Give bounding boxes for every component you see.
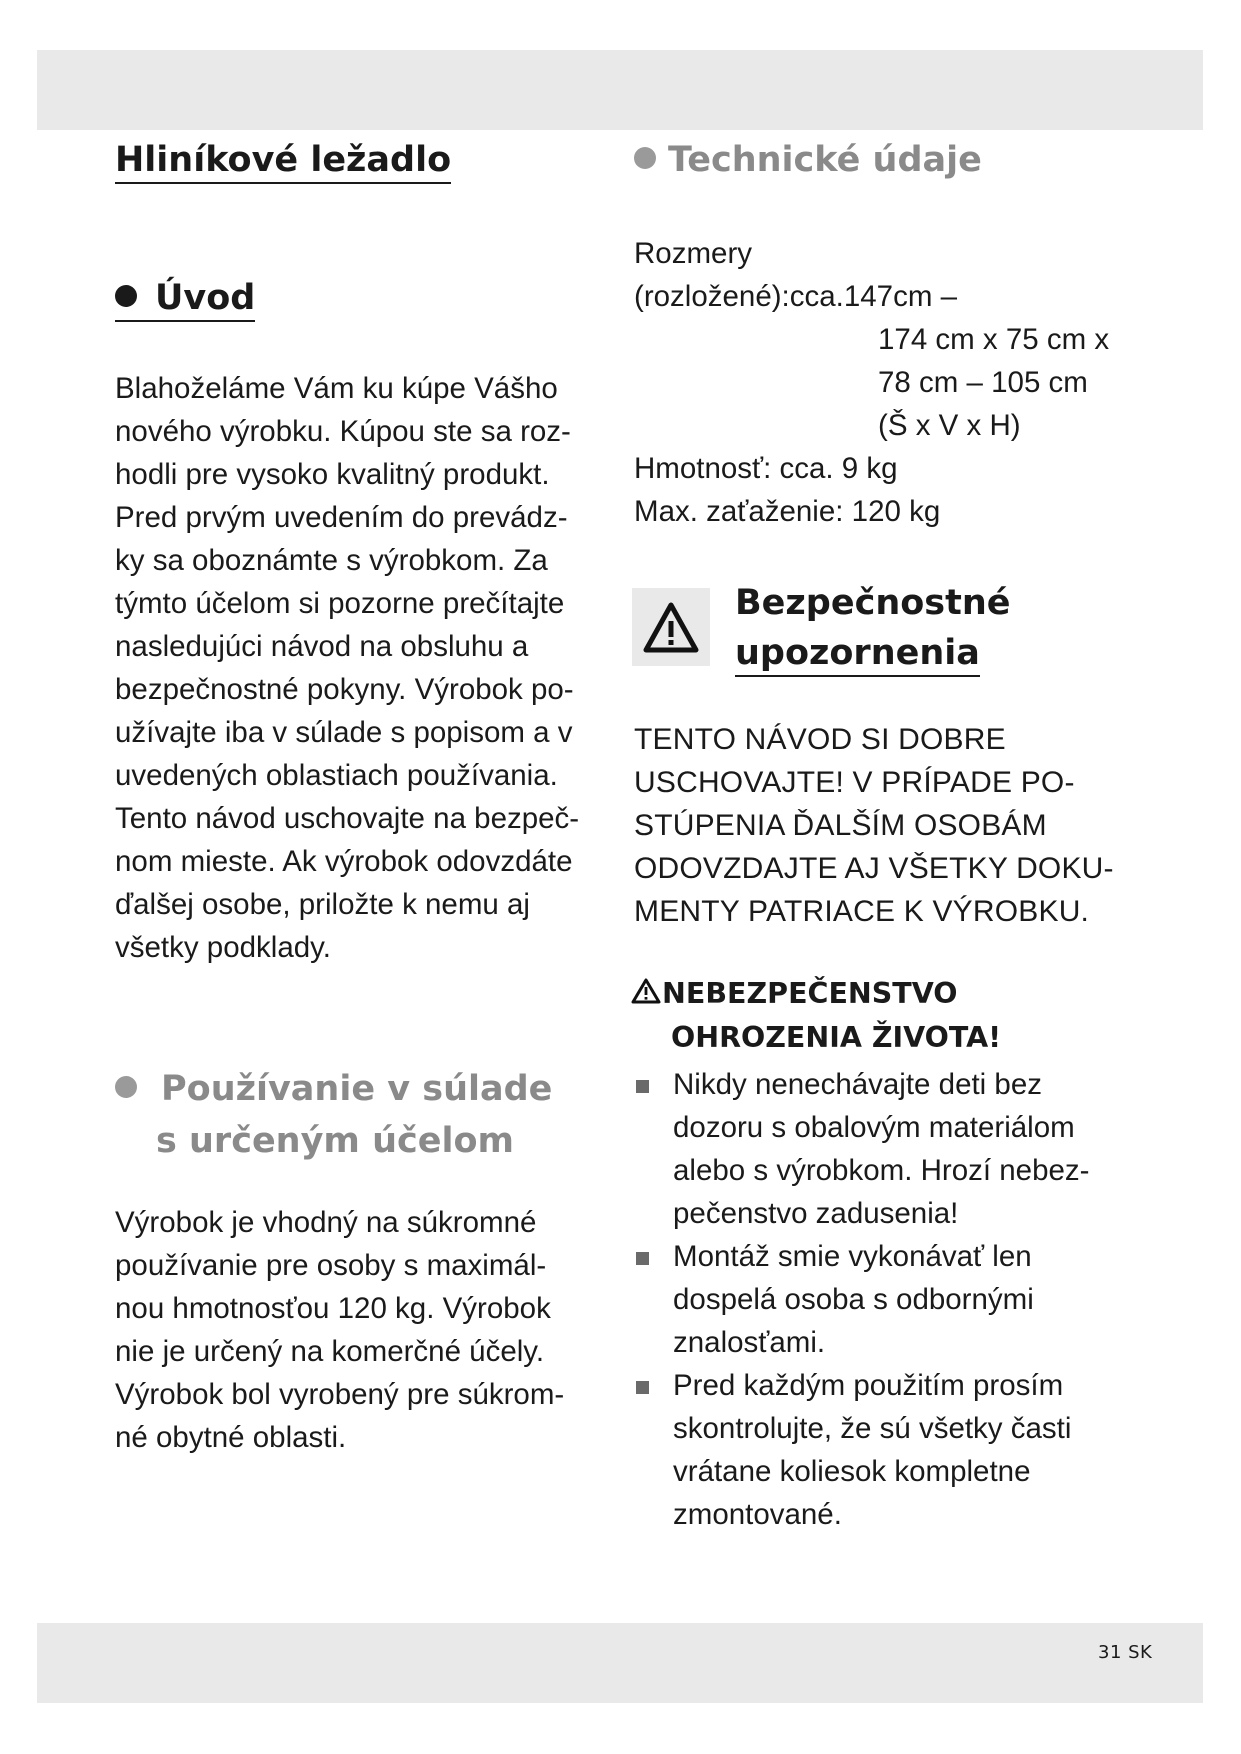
safety-heading-line2: upozornenia [735, 633, 980, 677]
bullet-line: Pred každým použitím prosím [673, 1369, 1064, 1402]
warning-box [632, 588, 710, 666]
notice-line: USCHOVAJTE! V PRÍPADE PO- [634, 766, 1075, 799]
text-line: Blahoželáme Vám ku kúpe Vášho [115, 372, 558, 405]
page-title: Hliníkové ležadlo [115, 140, 451, 184]
bullet-line: dozoru s obalovým materiálom [673, 1111, 1075, 1144]
bullet-line: vrátane koliesok kompletne [673, 1455, 1031, 1488]
text-line: Výrobok je vhodný na súkromné [115, 1206, 537, 1239]
dim-label-2: (rozložené):cca.147cm – [634, 280, 958, 313]
tech-specs [634, 232, 1109, 533]
text-line: ky sa oboznámte s výrobkom. Za [115, 544, 548, 577]
list-item [634, 1063, 1089, 1235]
page-number: 31 SK [1098, 1642, 1153, 1663]
notice-line: STÚPENIA ĎALŠÍM OSOBÁM [634, 809, 1047, 842]
warning-triangle-icon [632, 588, 710, 666]
text-line: všetky podklady. [115, 931, 331, 964]
weight: Hmotnosť: cca. 9 kg [634, 452, 898, 485]
notice-line: TENTO NÁVOD SI DOBRE [634, 723, 1006, 756]
bullet-line: pečenstvo zadusenia! [673, 1197, 959, 1230]
bullet-line: skontrolujte, že sú všetky časti [673, 1412, 1072, 1445]
square-bullet-icon [636, 1252, 649, 1265]
tech-heading-text: Technické údaje [668, 140, 982, 180]
usage-heading-line2: s určeným účelom [156, 1121, 514, 1161]
text-line: Pred prvým uvedením do prevádz- [115, 501, 568, 534]
text-line: používanie pre osoby s maximál- [115, 1249, 547, 1282]
intro-heading-text: Úvod [155, 278, 256, 318]
warning-triangle-icon [630, 977, 662, 1005]
footer-band [37, 1623, 1203, 1703]
bullet-line: Nikdy nenechávajte deti bez [673, 1068, 1042, 1101]
text-line: né obytné oblasti. [115, 1421, 347, 1454]
tech-heading [634, 140, 982, 180]
bullet-dot-icon [115, 285, 137, 307]
safety-heading-line1: Bezpečnostné [735, 583, 1011, 623]
text-line: hodli pre vysoko kvalitný produkt. [115, 458, 550, 491]
list-item [634, 1364, 1089, 1536]
square-bullet-icon [636, 1080, 649, 1093]
bullet-line: Montáž smie vykonávať len [673, 1240, 1032, 1273]
text-line: Tento návod uschovajte na bezpeč- [115, 802, 580, 835]
danger-line1: NEBEZPEČENSTVO [662, 977, 958, 1010]
text-line: nasledujúci návod na obsluhu a [115, 630, 529, 663]
text-line: nom mieste. Ak výrobok odovzdáte [115, 845, 573, 878]
usage-heading-line1: Používanie v súlade [161, 1069, 553, 1109]
bullet-dot-icon [634, 147, 656, 169]
keep-instructions-notice [634, 718, 1114, 933]
square-bullet-icon [636, 1381, 649, 1394]
bullet-line: dospelá osoba s odbornými [673, 1283, 1034, 1316]
bullet-line: zmontované. [673, 1498, 842, 1531]
text-line: uvedených oblastiach používania. [115, 759, 558, 792]
dim-value-1: 174 cm x 75 cm x [878, 323, 1110, 356]
bullet-line: znalosťami. [673, 1326, 826, 1359]
dim-value-2: 78 cm – 105 cm [878, 366, 1088, 399]
text-line: nie je určený na komerčné účely. [115, 1335, 545, 1368]
dim-value-3: (Š x V x H) [878, 409, 1021, 442]
notice-line: MENTY PATRIACE K VÝROBKU. [634, 895, 1090, 928]
danger-heading [630, 972, 1001, 1060]
danger-line2: OHROZENIA ŽIVOTA! [671, 1021, 1002, 1054]
intro-heading [115, 278, 255, 322]
dim-label: Rozmery [634, 237, 753, 270]
text-line: ďalšej osobe, priložte k nemu aj [115, 888, 530, 921]
list-item [634, 1235, 1089, 1364]
safety-bullets [634, 1063, 1089, 1536]
usage-heading [115, 1063, 552, 1167]
text-line: Výrobok bol vyrobený pre súkrom- [115, 1378, 565, 1411]
max-load: Max. zaťaženie: 120 kg [634, 495, 941, 528]
text-line: bezpečnostné pokyny. Výrobok po- [115, 673, 574, 706]
text-line: nou hmotnosťou 120 kg. Výrobok [115, 1292, 551, 1325]
bullet-dot-icon [115, 1076, 137, 1098]
text-line: užívajte iba v súlade s popisom a v [115, 716, 573, 749]
intro-text [115, 367, 579, 969]
text-line: nového výrobku. Kúpou ste sa roz- [115, 415, 571, 448]
header-band [37, 50, 1203, 130]
text-line: týmto účelom si pozorne prečítajte [115, 587, 565, 620]
safety-heading [735, 578, 1011, 678]
bullet-line: alebo s výrobkom. Hrozí nebez- [673, 1154, 1090, 1187]
usage-text [115, 1201, 564, 1459]
notice-line: ODOVZDAJTE AJ VŠETKY DOKU- [634, 852, 1114, 885]
